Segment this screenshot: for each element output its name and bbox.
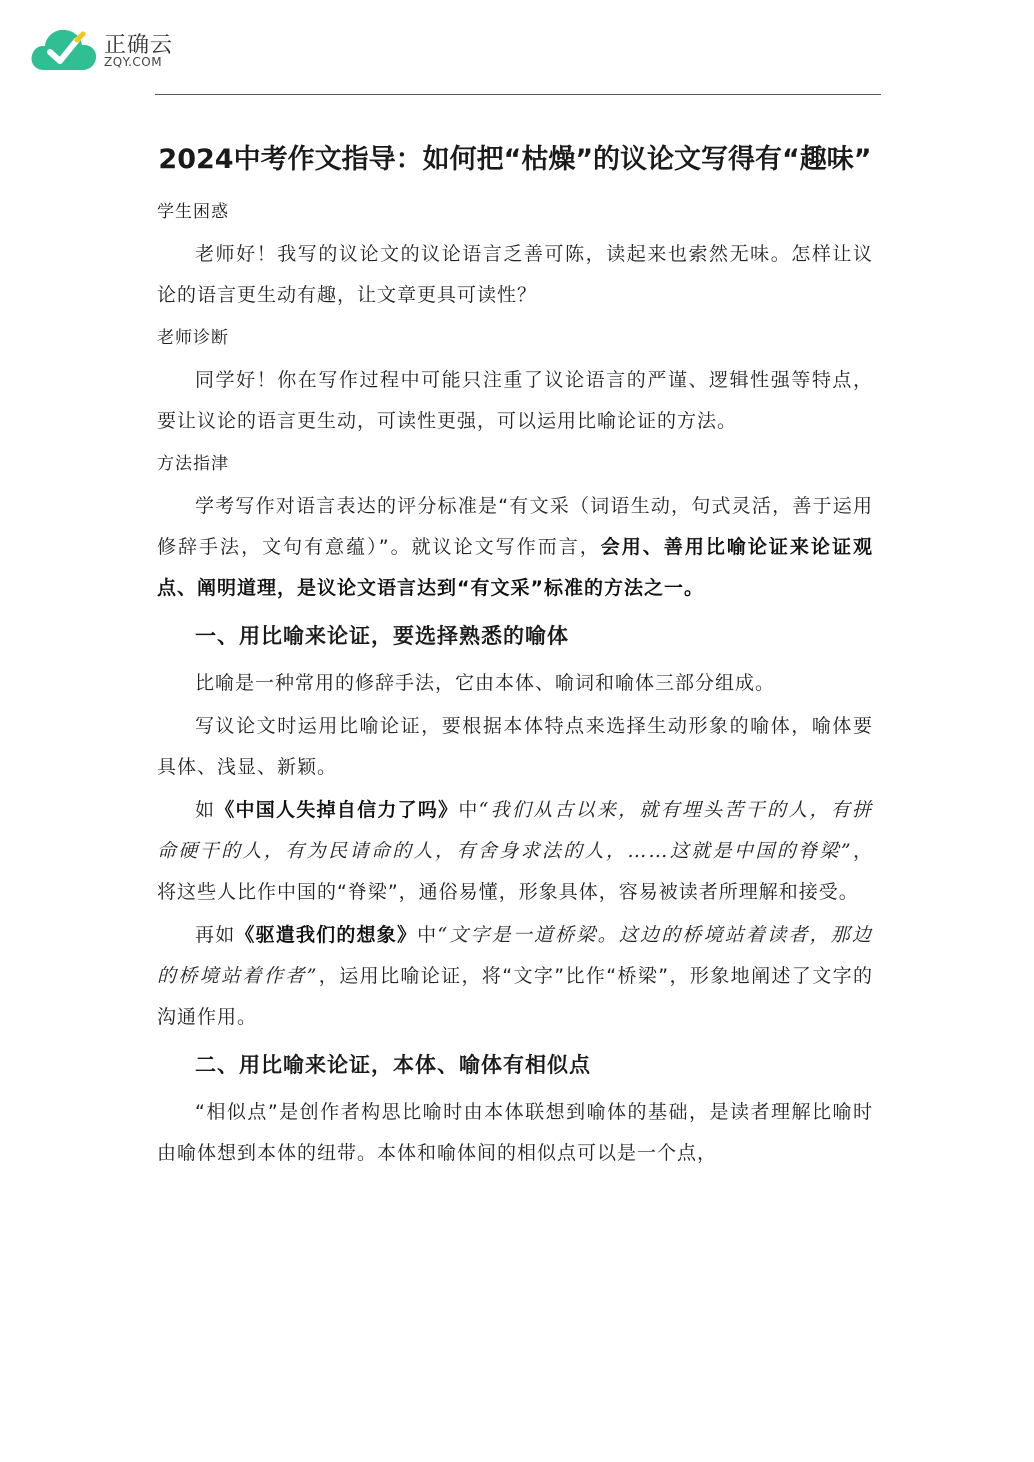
paragraph-simile-definition: 比喻是一种常用的修辞手法，它由本体、喻词和喻体三部分组成。 (195, 672, 776, 694)
method-plain-text: 学考写作对语言表达的评分标准是“有文采（词语生动，句式灵活，善于运用修辞手法，文句有意蕴）”。就议论文写作而言， (157, 495, 873, 558)
heading-two: 二、用比喻来论证，本体、喻体有相似点 (195, 1053, 591, 1077)
example-two-suffix: ，运用比喻论证，将“文字”比作“桥梁”，形象地阐述了文字的沟通作用。 (157, 965, 873, 1028)
example-two-book: 《驱遣我们的想象》 (235, 924, 418, 946)
paragraph-diagnosis: 同学好！你在写作过程中可能只注重了议论语言的严谨、逻辑性强等特点，要让议论的语言更生动，可读性更强，可以运用比喻论证的方法。 (157, 369, 873, 432)
heading-one: 一、用比喻来论证，要选择熟悉的喻体 (195, 624, 569, 648)
section-label-confusion: 学生困惑 (157, 202, 229, 222)
example-one-suffix: ，将这些人比作中国的“脊梁”，通俗易懂，形象具体，容易被读者所理解和接受。 (157, 840, 873, 903)
cloud-check-icon (30, 24, 98, 74)
logo-domain: ZQY.COM (104, 55, 163, 69)
example-two-mid: 中 (417, 924, 438, 946)
section-label-diagnosis: 老师诊断 (157, 328, 229, 348)
example-two-quote: “文字是一道桥梁。这边的桥境站着读者，那边的桥境站着作者” (157, 924, 873, 987)
article (157, 122, 873, 1176)
example-one-book: 《中国人失掉自信力了吗》 (215, 799, 459, 821)
example-one-mid: 中 (458, 799, 479, 821)
paragraph-method (157, 486, 873, 609)
paragraph-example-one (157, 790, 873, 913)
paragraph-simile-usage: 写议论文时运用比喻论证，要根据本体特点来选择生动形象的喻体，喻体要具体、浅显、新颖。 (157, 715, 873, 778)
example-two-prefix: 再如 (195, 924, 236, 946)
brand-logo (30, 24, 180, 74)
logo-name: 正确云 (104, 33, 174, 58)
paragraph-similarity: “相似点”是创作者构思比喻时由本体联想到喻体的基础，是读者理解比喻时由喻体想到本体的纽带。本体和喻体间的相似点可以是一个点， (157, 1101, 873, 1164)
example-one-prefix: 如 (195, 799, 216, 821)
header-divider (155, 94, 881, 95)
paragraph-example-two (157, 915, 873, 1038)
example-one-quote: “我们从古以来，就有埋头苦干的人，有拼命硬干的人，有为民请命的人，有舍身求法的人，……这就是中国的脊梁” (157, 799, 873, 862)
paragraph-confusion: 老师好！我写的议论文的议论语言乏善可陈，读起来也索然无味。怎样让议论的语言更生动有趣，让文章更具可读性？ (157, 243, 873, 306)
section-label-method: 方法指津 (157, 454, 229, 474)
article-title: 2024中考作文指导：如何把“枯燥”的议论文写得有“趣味” (158, 144, 872, 175)
method-bold-text: 会用、善用比喻论证来论证观点、阐明道理，是议论文语言达到“有文采”标准的方法之一。 (157, 536, 873, 599)
